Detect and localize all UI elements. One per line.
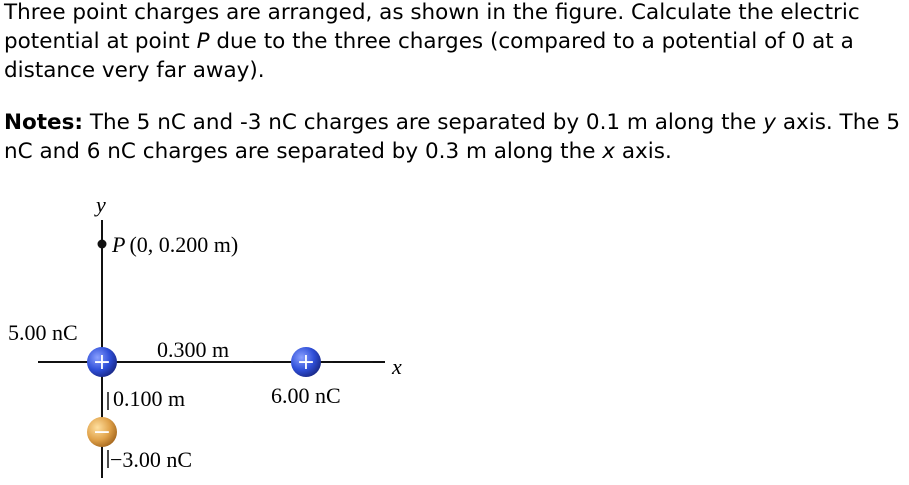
charge-origin [87,347,117,377]
problem-statement [4,0,904,85]
charge-right-sign: + [296,350,316,375]
notes-part2: axis. The 5 nC and 6 nC charges are separated by 0.3 m along the [4,110,901,164]
charge-origin-sign: + [92,350,112,375]
notes-paragraph [4,108,909,166]
notes-part1: The 5 nC and -3 nC charges are separated by 0.1 m along the [83,110,764,135]
point-p-var: P [112,232,126,257]
point-p-marker [98,240,107,249]
charge-below-sign: − [92,420,112,445]
charge-diagram [0,190,909,485]
problem-intro: Three point charges are arranged, as shown in the figure. Calculate the electric potential at point [4,0,860,54]
point-p-coords: (0, 0.200 m) [129,232,239,257]
point-p-label [111,232,238,257]
point-p-variable: P [196,29,210,54]
notes-y-axis: y [763,110,776,135]
charge-right [291,347,321,377]
notes-part3: axis. [615,139,672,164]
charge-right-label: 6.00 nC [271,383,341,408]
charge-below-label: −3.00 nC [110,447,193,472]
charge-origin-label: 5.00 nC [8,320,78,345]
distance-y-label: 0.100 m [113,386,186,411]
x-axis-label: x [392,354,402,379]
charge-below [87,417,117,447]
notes-x-axis: x [602,139,616,164]
y-axis-label: y [96,192,106,217]
distance-x-label: 0.300 m [157,337,230,362]
problem-intro-rest: due to the three charges (compared to a potential of 0 at a distance very far away). [4,29,854,83]
notes-label: Notes: [4,110,84,135]
